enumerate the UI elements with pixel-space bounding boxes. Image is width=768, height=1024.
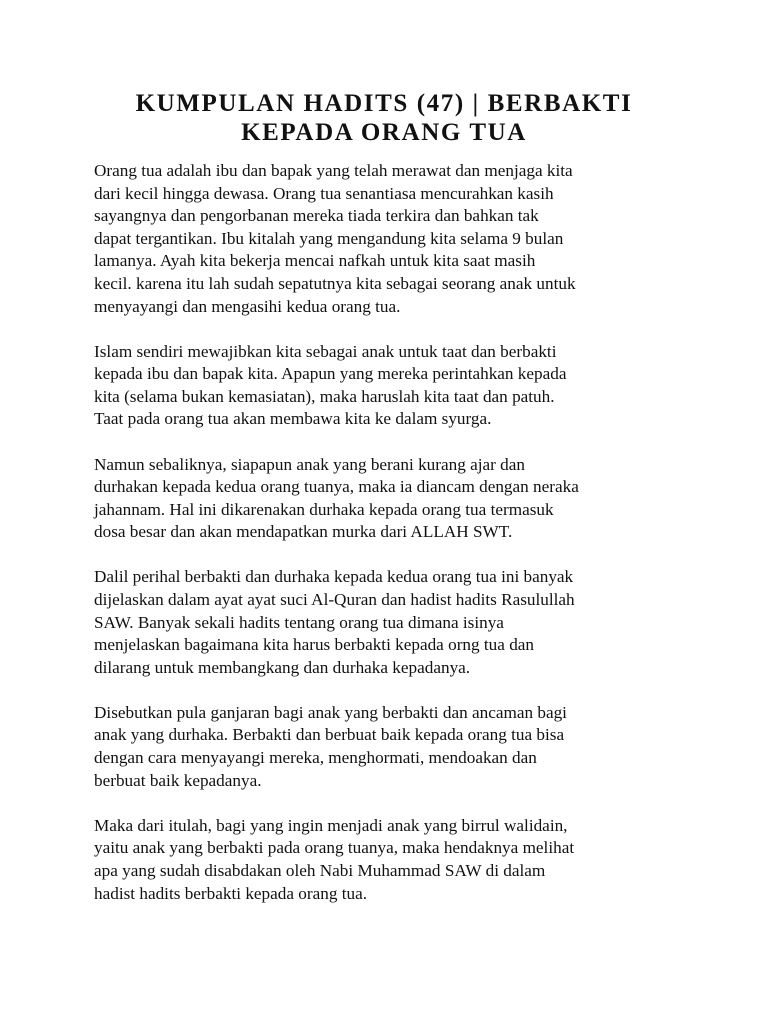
text-line: kecil. karena itu lah sudah sepatutnya kita sebagai seorang anak untuk xyxy=(94,273,576,293)
text-line: SAW. Banyak sekali hadits tentang orang tua dimana isinya xyxy=(94,612,504,632)
paragraph-rewards xyxy=(94,702,714,792)
text-line: Dalil perihal berbakti dan durhaka kepada kedua orang tua ini banyak xyxy=(94,567,574,587)
text-line: Disebutkan pula ganjaran bagi anak yang berbakti dan ancaman bagi xyxy=(94,702,567,722)
paragraph-conclusion xyxy=(94,815,714,905)
text-line: durhakan kepada kedua orang tuanya, maka ia diancam dengan neraka xyxy=(94,477,579,497)
text-line: kita (selama bukan kemasiatan), maka haruslah kita taat dan patuh. xyxy=(94,386,555,406)
text-line: sayangnya dan pengorbanan mereka tiada terkira dan bahkan tak xyxy=(94,206,539,226)
text-line: dijelaskan dalam ayat ayat suci Al-Quran dan hadist hadits Rasulullah xyxy=(94,590,575,609)
text-line: lamanya. Ayah kita bekerja mencai nafkah untuk kita saat masih xyxy=(94,251,536,271)
text-line: menyayangi dan mengasihi kedua orang tua. xyxy=(94,296,401,316)
text-line: anak yang durhaka. Berbakti dan berbuat baik kepada orang tua bisa xyxy=(94,725,565,745)
text-line: Namun sebaliknya, siapapun anak yang berani kurang ajar dan xyxy=(94,454,525,474)
paragraph-disobedience xyxy=(94,454,714,544)
text-line: hadist hadits berbakti kepada orang tua. xyxy=(94,883,368,903)
document-title xyxy=(60,89,708,147)
document-body xyxy=(94,160,714,928)
text-line: Islam sendiri mewajibkan kita sebagai anak untuk taat dan berbakti xyxy=(94,341,557,361)
title-line: KUMPULAN HADITS (47) | BERBAKTI xyxy=(135,90,633,117)
paragraph-islam-obligation xyxy=(94,341,714,431)
text-line: Taat pada orang tua akan membawa kita ke dalam syurga. xyxy=(94,409,492,429)
text-line: yaitu anak yang berbakti pada orang tuanya, maka hendaknya melihat xyxy=(94,838,575,858)
text-line: apa yang sudah disabdakan oleh Nabi Muhammad SAW di dalam xyxy=(94,860,546,880)
text-line: dapat tergantikan. Ibu kitalah yang mengandung kita selama 9 bulan xyxy=(94,228,564,248)
paragraph-evidence xyxy=(94,566,714,679)
text-line: dilarang untuk membangkang dan durhaka kepadanya. xyxy=(94,657,471,677)
text-line: Orang tua adalah ibu dan bapak yang telah merawat dan menjaga kita xyxy=(94,161,573,180)
title-line: KEPADA ORANG TUA xyxy=(241,119,527,146)
text-line: dosa besar dan akan mendapatkan murka dari ALLAH SWT. xyxy=(94,522,513,542)
text-line: kepada ibu dan bapak kita. Apapun yang mereka perintahkan kepada xyxy=(94,364,567,384)
text-line: dari kecil hingga dewasa. Orang tua senantiasa mencurahkan kasih xyxy=(94,183,554,203)
text-line: berbuat baik kepadanya. xyxy=(94,770,262,790)
text-line: dengan cara menyayangi mereka, menghormati, mendoakan dan xyxy=(94,748,537,768)
paragraph-intro xyxy=(94,160,714,318)
text-line: jahannam. Hal ini dikarenakan durhaka kepada orang tua termasuk xyxy=(94,499,554,519)
text-line: menjelaskan bagaimana kita harus berbakti kepada orng tua dan xyxy=(94,635,535,655)
text-line: Maka dari itulah, bagi yang ingin menjadi anak yang birrul walidain, xyxy=(94,815,568,835)
